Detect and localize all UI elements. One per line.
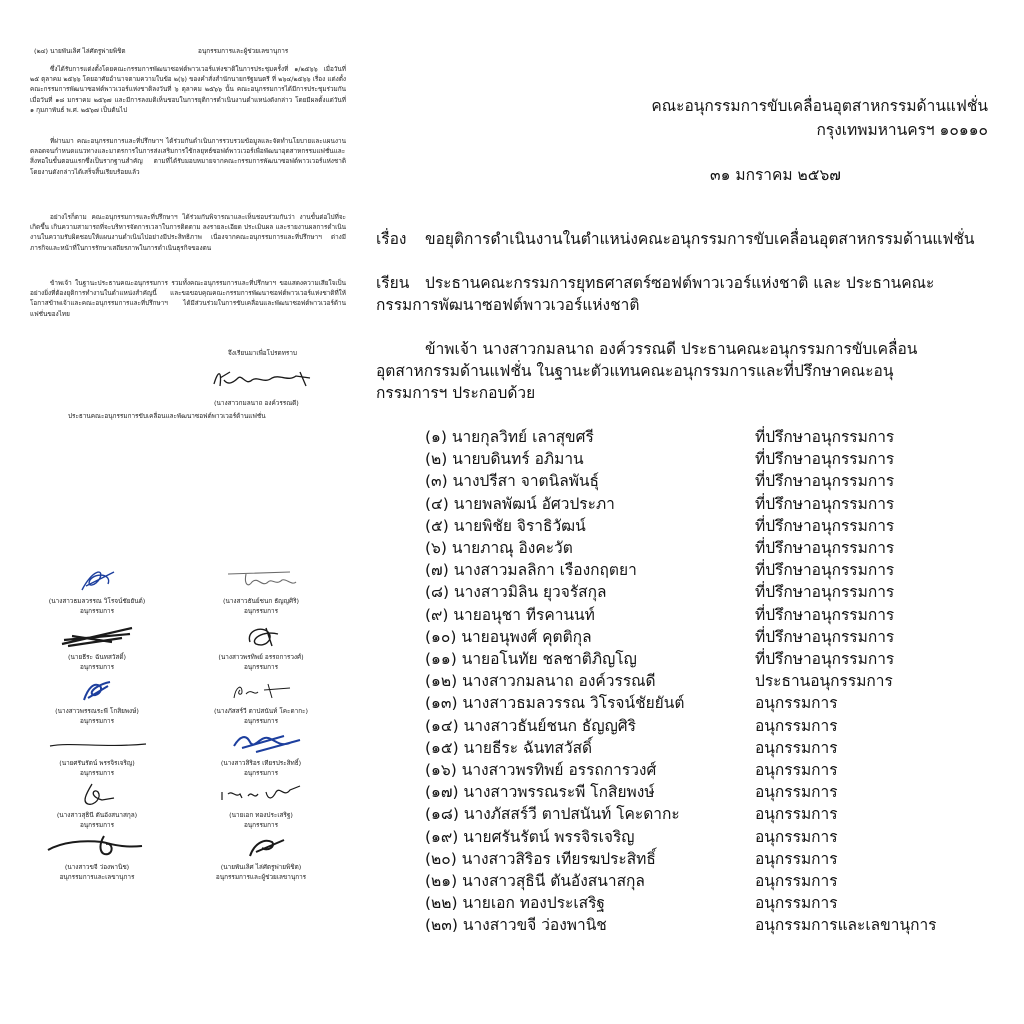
member-role: อนุกรรมการ xyxy=(755,761,838,779)
member-number: (๑๓) xyxy=(425,694,458,713)
member-number: (๑๘) xyxy=(425,805,459,824)
member-number: (๑๑) xyxy=(425,650,457,668)
member-name: นายเอก ทองประเสริฐ xyxy=(462,894,605,913)
member-number: (๖) xyxy=(425,539,447,557)
signatory-name: (นางภัสสร์วี ตาปสนันท์ โคะดากะ) xyxy=(214,707,308,715)
member-number: (๑๗) xyxy=(425,783,459,802)
member-number: (๓) xyxy=(425,472,448,491)
signatory-name: (นายธีระ ฉันทสวัสดิ์) xyxy=(68,653,126,661)
signatory-role: อนุกรรมการ xyxy=(79,769,115,777)
member-number: (๗) xyxy=(425,561,449,580)
signatory-name: (นางสาวพรทิพย์ อรรถการวงศ์) xyxy=(218,653,304,661)
member-name: นายพลพัฒน์ อัศวประภา xyxy=(453,494,615,513)
member-name: นางสาวพรรณระพี โกสิยพงษ์ xyxy=(463,783,655,802)
member-row xyxy=(425,824,965,846)
signatory-name: (นางสาวพรรณระพี โกสิยพงษ์) xyxy=(55,707,139,715)
member-row xyxy=(425,646,965,668)
member-role: ที่ปรึกษาอนุกรรมการ xyxy=(755,450,895,469)
member-role: ประธานอนุกรรมการ xyxy=(755,672,893,691)
member-number: (๘) xyxy=(425,583,450,602)
member-number: (๑) xyxy=(425,428,447,446)
member-row xyxy=(425,535,965,557)
handwritten-signature xyxy=(42,622,152,652)
member-row xyxy=(425,602,965,624)
member-row xyxy=(425,757,965,779)
handwritten-signature xyxy=(206,622,316,652)
org-address: กรุงเทพมหานครฯ ๑๐๑๑๐ xyxy=(816,121,988,139)
signatory-role: อนุกรรมการและเลขานุการ xyxy=(59,873,135,881)
signatory-role: อนุกรรมการ xyxy=(243,663,279,671)
header-member-name: (๒๔) นายพันเลิศ ไล่ศัตรูพ่ายพิชิต xyxy=(34,47,126,55)
member-role: อนุกรรมการ xyxy=(755,783,838,802)
member-row xyxy=(425,557,965,579)
signature-block xyxy=(22,622,172,672)
member-number: (๒๒) xyxy=(425,894,458,913)
member-role: อนุกรรมการ xyxy=(755,894,838,913)
header-member-role: อนุกรรมการและผู้ช่วยเลขานุการ xyxy=(198,47,289,55)
handwritten-signature xyxy=(206,728,316,758)
handwritten-signature xyxy=(42,566,152,596)
signatory-role: อนุกรรมการ xyxy=(79,821,115,829)
org-name: คณะอนุกรรมการขับเคลื่อนอุตสาหกรรมด้านแฟชั่น xyxy=(651,97,988,115)
member-role: ที่ปรึกษาอนุกรรมการ xyxy=(755,561,895,580)
subject-text: ขอยุติการดำเนินงานในตำแหน่งคณะอนุกรรมการขับเคลื่อนอุตสาหกรรมด้านแฟชั่น xyxy=(425,230,975,248)
member-role: ที่ปรึกษาอนุกรรมการ xyxy=(755,428,895,446)
signature-block xyxy=(186,622,336,672)
member-row xyxy=(425,801,965,823)
subject-label: เรื่อง xyxy=(376,230,407,248)
member-row xyxy=(425,735,965,757)
member-name: นางสาวสิริอร เทียรฆประสิทธิ์ xyxy=(461,849,656,868)
signatory-role: อนุกรรมการและผู้ช่วยเลขานุการ xyxy=(215,873,307,881)
member-row xyxy=(425,624,965,646)
member-name: นายพิชัย จิราธิวัฒน์ xyxy=(453,516,586,535)
member-row xyxy=(425,424,965,446)
member-name: นางสาวขจี ว่องพานิช xyxy=(462,916,607,935)
member-role: อนุกรรมการ xyxy=(755,716,838,735)
signature-block xyxy=(22,676,172,726)
handwritten-signature xyxy=(206,832,316,862)
author-title: ประธานคณะอนุกรรมการขับเคลื่อนและพัฒนาซอฟต์พาวเวอร์ด้านแฟชั่น xyxy=(68,412,266,420)
recipient-line-2: กรรมการพัฒนาซอฟต์พาวเวอร์แห่งชาติ xyxy=(376,296,640,314)
paragraph-thanks: ข้าพเจ้า ในฐานะประธานคณะอนุกรรมการ รวมทั้งคณะอนุกรรมการและที่ปรึกษาฯ ขอแสดงความเสียใจเป็นอย่างยิ่งที่ต้องยุติการทำงานในตำแหน่งสำคัญนี้ และขอขอบคุณคณะกรรมการพัฒนาซอฟต์พาวเวอร์แห่งชาติที่ให้โอกาสข้าพเจ้าและคณะอนุกรรมการและที่ปรึกษาฯ ได้มีส่วนร่วมในการขับเคลื่อนและพัฒนาซอฟต์พาวเวอร์ด้านแฟชั่นของไทย xyxy=(30,279,346,318)
signatory-name: (นางสาวธันย์ชนก ธัญญศิริ) xyxy=(222,597,300,605)
recipient-label: เรียน xyxy=(376,274,410,292)
signatory-name: (นางสาวธมลวรรณ วิโรจน์ชัยยันต์) xyxy=(48,597,146,605)
member-name: นายศรันรัตน์ พรรจิรเจริญ xyxy=(463,827,635,846)
member-name: นายอนุชา ทีรคานนท์ xyxy=(453,605,595,624)
signature-block xyxy=(22,780,172,830)
author-signature xyxy=(210,364,318,394)
member-name: นางภัสสร์วี ตาปสนันท์ โคะดากะ xyxy=(463,805,680,824)
member-number: (๑๙) xyxy=(425,827,459,846)
member-row xyxy=(425,912,965,934)
member-row xyxy=(425,846,965,868)
member-number: (๒) xyxy=(425,450,448,469)
signatory-name: (นางสาวขจี ว่องพานิช) xyxy=(64,863,130,871)
member-row xyxy=(425,690,965,712)
paragraph-appointment: ซึ่งได้รับการแต่งตั้งโดยคณะกรรมการพัฒนาซอฟต์พาวเวอร์แห่งชาติในการประชุมครั้งที่ ๑/๒๕๖๖ เมื่อวันที่ ๒๕ ตุลาคม ๒๕๖๖ โดยอาศัยอำนาจตามความในข้อ ๒(๖) ของคำสั่งสำนักนายกรัฐมนตรี ที่ ๒๖๔/๒๕๖๖ เรื่อง แต่งตั้งคณะกรรมการพัฒนาซอฟต์พาวเวอร์แห่งชาติลงวันที่ ๖ ตุลาคม ๒๕๖๖ นั้น คณะอนุกรรมการได้มีการประชุมร่วมกันเมื่อวันที่ ๑๘ มกราคม ๒๕๖๗ และมีการลงมติเห็นชอบในการยุติการดำเนินงานตำแหน่งดังกล่าว โดยมีผลตั้งแต่วันที่ ๑ กุมภาพันธ์ พ.ศ. ๒๕๖๗ เป็นต้นไป xyxy=(30,65,346,114)
member-name: นางสาวสุธินี ตันอังสนาสกุล xyxy=(462,872,645,890)
handwritten-signature xyxy=(206,676,316,706)
member-row xyxy=(425,491,965,513)
member-number: (๙) xyxy=(425,605,449,624)
signatory-role: อนุกรรมการ xyxy=(243,769,279,777)
member-row xyxy=(425,668,965,690)
member-role: อนุกรรมการและเลขานุการ xyxy=(755,916,937,935)
signature-block xyxy=(186,728,336,778)
member-row xyxy=(425,513,965,535)
member-role: อนุกรรมการ xyxy=(755,738,838,757)
member-number: (๑๒) xyxy=(425,672,458,691)
member-name: นางปรีสา จาตนิลพันธุ์ xyxy=(452,472,599,491)
member-row xyxy=(425,868,965,890)
signatory-name: (นายศรันรัตน์ พรรจิรเจริญ) xyxy=(59,759,135,767)
member-number: (๕) xyxy=(425,516,449,535)
handwritten-signature xyxy=(42,728,152,758)
member-number: (๒๐) xyxy=(425,849,457,868)
signatory-role: อนุกรรมการ xyxy=(79,717,115,725)
member-role: อนุกรรมการ xyxy=(755,827,838,846)
member-name: นางสาวธมลวรรณ วิโรจน์ชัยยันต์ xyxy=(462,694,685,713)
signature-block xyxy=(22,566,172,616)
member-role: ที่ปรึกษาอนุกรรมการ xyxy=(755,472,895,491)
recipient-line-1: ประธานคณะกรรมการยุทธศาสตร์ซอฟต์พาวเวอร์แห่งชาติ และ ประธานคณะ xyxy=(425,274,935,292)
member-name: นางสาวมลลิกา เรืองกฤตยา xyxy=(453,561,637,580)
handwritten-signature xyxy=(42,780,152,810)
member-name: นางสาวธันย์ชนก ธัญญศิริ xyxy=(463,716,636,735)
member-role: อนุกรรมการ xyxy=(755,805,838,824)
member-name: นายธีระ ฉันทสวัสดิ์ xyxy=(463,738,593,757)
member-row xyxy=(425,446,965,468)
member-number: (๑๕) xyxy=(425,738,459,757)
member-role: ที่ปรึกษาอนุกรรมการ xyxy=(755,539,895,557)
signature-block xyxy=(186,566,336,616)
intro-line-3: กรรมการฯ ประกอบด้วย xyxy=(376,384,536,402)
member-role: ที่ปรึกษาอนุกรรมการ xyxy=(755,650,895,668)
signatory-name: (นายพันเลิศ ไล่ศัตรูพ่ายพิชิต) xyxy=(220,863,302,871)
intro-line-1: ข้าพเจ้า นางสาวกมลนาถ องค์วรรณดี ประธานคณะอนุกรรมการขับเคลื่อน xyxy=(425,340,918,358)
member-number: (๒๓) xyxy=(425,916,458,935)
member-role: ที่ปรึกษาอนุกรรมการ xyxy=(755,627,895,646)
handwritten-signature xyxy=(42,832,152,862)
member-row xyxy=(425,890,965,912)
member-name: นายกุลวิทย์ เลาสุขศรี xyxy=(451,428,594,446)
member-number: (๔) xyxy=(425,494,449,513)
member-row xyxy=(425,779,965,801)
paragraph-reason: อย่างไรก็ตาม คณะอนุกรรมการและที่ปรึกษาฯ ได้ร่วมกันพิจารณาและเห็นชอบร่วมกันว่า งานขั้นต่อไปที่จะเกิดขึ้น เกินความสามารถที่จะบริหารจัดการเวลาในการติดตาม ลงรายละเอียด ประเมินผล และรายงานผลการดำเนินงานในความรับผิดชอบให้แผนงานดำเนินไปอย่างมีประสิทธิภาพ เนื่องจากคณะอนุกรรมการและที่ปรึกษาฯ ต่างมีภารกิจและหน้าที่ในการรักษาเสถียรภาพในการดำเนินธุรกิจของตน xyxy=(30,213,346,252)
member-role: ที่ปรึกษาอนุกรรมการ xyxy=(755,494,895,513)
member-name: นางสาวมิลิน ยุวจรัสกุล xyxy=(454,583,607,602)
member-row xyxy=(425,579,965,601)
signatory-role: อนุกรรมการ xyxy=(243,607,279,615)
signature-block xyxy=(22,728,172,778)
member-number: (๒๑) xyxy=(425,872,458,890)
member-number: (๑๖) xyxy=(425,761,457,779)
handwritten-signature xyxy=(42,676,152,706)
member-number: (๑๐) xyxy=(425,627,457,646)
member-role: ที่ปรึกษาอนุกรรมการ xyxy=(755,516,895,535)
author-name: (นางสาวกมลนาถ องค์วรรณดี) xyxy=(214,399,299,407)
signatory-name: (นางสาวสุธินี ตันอังสนาสกุล) xyxy=(56,811,138,819)
signature-block xyxy=(186,676,336,726)
member-role: ที่ปรึกษาอนุกรรมการ xyxy=(755,605,895,624)
signatory-role: อนุกรรมการ xyxy=(79,663,115,671)
member-name: นายบดินทร์ อภิมาน xyxy=(452,450,584,469)
member-name: นางสาวกมลนาถ องค์วรรณดี xyxy=(462,672,656,691)
member-number: (๑๔) xyxy=(425,716,459,735)
member-role: อนุกรรมการ xyxy=(755,872,838,890)
signature-block xyxy=(186,832,336,882)
letter-date: ๓๑ มกราคม ๒๕๖๗ xyxy=(710,166,841,184)
member-name: นายภาณุ อิงคะวัต xyxy=(451,539,573,557)
signatory-name: (นายเอก ทองประเสริฐ) xyxy=(229,811,293,819)
signatory-role: อนุกรรมการ xyxy=(79,607,115,615)
right-page xyxy=(370,0,1024,1024)
signatory-role: อนุกรรมการ xyxy=(243,821,279,829)
member-role: อนุกรรมการ xyxy=(755,694,838,713)
left-page xyxy=(0,0,370,1024)
member-row xyxy=(425,713,965,735)
signature-block xyxy=(22,832,172,882)
member-role: อนุกรรมการ xyxy=(755,849,838,868)
signatory-role: อนุกรรมการ xyxy=(243,717,279,725)
handwritten-signature xyxy=(206,566,316,596)
member-name: นายอโนทัย ชลชาติภิญโญ xyxy=(461,650,637,668)
signatory-name: (นางสาวสิริอร เทียรประสิทธิ์) xyxy=(220,759,302,767)
paragraph-work-done: ที่ผ่านมา คณะอนุกรรมการและที่ปรึกษาฯ ได้ร่วมกันดำเนินการรวบรวมข้อมูลและจัดทำนโยบายและแผนงาน ตลอดจนกำหนดแนวทางและมาตรการในการส่งเสริมการใช้กลยุทธ์ซอฟต์พาวเวอร์เพื่อพัฒนาอุตสาหกรรมแฟชั่นและสิ่งทอในขั้นตอนแรกซึ่งเป็นรากฐานสำคัญ ตามที่ได้รับมอบหมายจากคณะกรรมการพัฒนาซอฟต์พาวเวอร์แห่งชาติ โดยงานดังกล่าวได้เสร็จสิ้นเรียบร้อยแล้ว xyxy=(30,137,346,176)
member-row xyxy=(425,468,965,490)
closing-line: จึงเรียนมาเพื่อโปรดทราบ xyxy=(228,349,297,357)
member-name: นางสาวพรทิพย์ อรรถการวงศ์ xyxy=(461,761,657,779)
intro-line-2: อุตสาหกรรมด้านแฟชั่น ในฐานะตัวแทนคณะอนุกรรมการและที่ปรึกษาคณะอนุ xyxy=(376,362,894,380)
member-name: นายอนุพงศ์ คุตติกุล xyxy=(461,627,592,646)
member-role: ที่ปรึกษาอนุกรรมการ xyxy=(755,583,895,602)
handwritten-signature xyxy=(206,780,316,810)
signature-block xyxy=(186,780,336,830)
